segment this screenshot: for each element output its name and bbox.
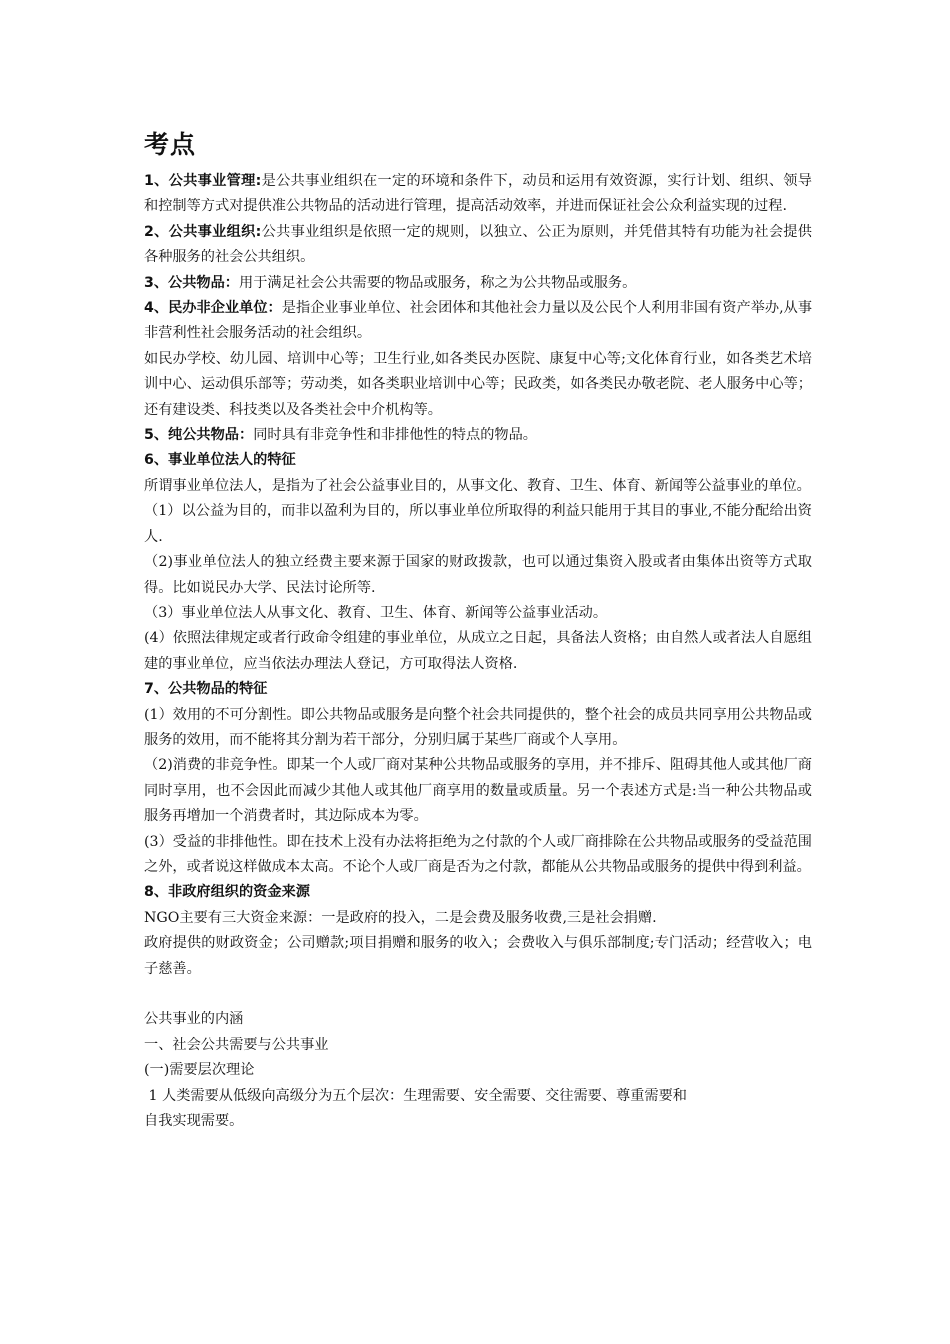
item-heading: 7、公共物品的特征 (144, 681, 268, 698)
paragraph-6-point-1 (144, 499, 812, 550)
paragraph-6-heading (144, 448, 812, 473)
item-heading: 5、纯公共物品： (144, 427, 254, 444)
paragraph-7-point-1 (144, 703, 812, 754)
item-text: 政府提供的财政资金；公司赠款;项目捐赠和服务的收入；会费收入与俱乐部制度;专门活动；经营收入；电子慈善。 (144, 935, 812, 977)
item-text: （2)事业单位法人的独立经费主要来源于国家的财政拨款，也可以通过集资入股或者由集体出资等方式取得。比如说民办大学、民法讨论所等. (144, 554, 812, 596)
item-heading: 6、事业单位法人的特征 (144, 452, 296, 469)
page-title: 考点 (144, 130, 197, 159)
subsection-heading: 一、社会公共需要与公共事业 (144, 1036, 329, 1053)
item-text: 同时具有非竞争性和非排他性的特点的物品。 (253, 427, 537, 444)
item-text: （3）事业单位法人从事文化、教育、卫生、体育、新闻等公益事业活动。 (144, 604, 608, 621)
sub-subsection-heading: (一)需要层次理论 (144, 1062, 255, 1079)
paragraph-7-heading (144, 677, 812, 702)
item-text: 如民办学校、幼儿园、培训中心等；卫生行业,如各类民办医院、康复中心等;文化体育行业，如各类艺术培训中心、运动俱乐部等；劳动类，如各类职业培训中心等；民政类，如各类民办敬老院、老人服务中心等；还有建设类、科技类以及各类社会中介机构等。 (144, 350, 812, 418)
paragraph-7-point-2 (144, 753, 812, 829)
paragraph-8-heading (144, 880, 812, 905)
item-text: NGO主要有三大资金来源：一是政府的投入，二是会费及服务收费,三是社会捐赠. (144, 909, 657, 926)
item-heading: 4、民办非企业单位： (144, 300, 282, 317)
item-heading: 8、非政府组织的资金来源 (144, 884, 310, 901)
paragraph-1 (144, 169, 812, 220)
paragraph-2 (144, 220, 812, 271)
item-heading: 3、公共物品： (144, 274, 239, 291)
paragraph-4 (144, 296, 812, 347)
paragraph-6-definition (144, 474, 812, 499)
item-text: 用于满足社会公共需要的物品或服务，称之为公共物品或服务。 (239, 274, 637, 291)
item-text: （2)消费的非竞争性。即某一个人或厂商对某种公共物品或服务的享用，并不排斥、阻碍其他人或其他厂商同时享用，也不会因此而减少其他人或其他厂商享用的数量或质量。另一个表述方式是:当一种公共物品或服务再增加一个消费者时，其边际成本为零。 (144, 757, 812, 825)
paragraph-6-point-4 (144, 626, 812, 677)
document-body (144, 128, 812, 1134)
paragraph-4-examples (144, 347, 812, 423)
item-text: (1）效用的不可分割性。即公共物品或服务是向整个社会共同提供的，整个社会的成员共同享用公共物品或服务的效用，而不能将其分割为若干部分，分别归属于某些厂商或个人享用。 (144, 706, 812, 748)
item-text: 是指企业事业单位、社会团体和其他社会力量以及公民个人利用非国有资产举办,从事非营利性社会服务活动的社会组织。 (144, 300, 813, 342)
body-line: 1 人类需要从低级向高级分为五个层次：生理需要、安全需要、交往需要、尊重需要和 (144, 1087, 687, 1104)
item-heading: 2、公共事业组织: (144, 223, 262, 240)
paragraph-3 (144, 271, 812, 296)
body-line: 自我实现需要。 (144, 1113, 244, 1130)
item-text: （1）以公益为目的，而非以盈利为目的，所以事业单位所取得的利益只能用于其目的事业,不能分配给出资人. (144, 503, 812, 545)
paragraph-8-details (144, 931, 812, 982)
paragraph-5 (144, 423, 812, 448)
paragraph-7-point-3 (144, 830, 812, 881)
item-text: 公共事业组织是依照一定的规则，以独立、公正为原则，并凭借其特有功能为社会提供各种服务的社会公共组织。 (144, 223, 812, 266)
blank-line (144, 982, 812, 1007)
paragraph-6-point-2 (144, 550, 812, 601)
item-heading: 1、公共事业管理: (144, 173, 262, 189)
paragraph-8-sources (144, 906, 812, 931)
item-text: (4）依照法律规定或者行政命令组建的事业单位，从成立之日起，具备法人资格；由自然人或者法人自愿组建的事业单位，应当依法办理法人登记，方可取得法人资格. (144, 630, 812, 672)
item-text: 所谓事业单位法人，是指为了社会公益事业目的，从事文化、教育、卫生、体育、新闻等公益事业的单位。 (144, 477, 811, 494)
section-heading: 公共事业的内涵 (144, 1011, 244, 1028)
item-text: 是公共事业组织在一定的环境和条件下，动员和运用有效资源，实行计划、组织、领导和控制等方式对提供准公共物品的活动进行管理，提高活动效率，并进而保证社会公众利益实现的过程. (144, 173, 812, 215)
paragraph-6-point-3 (144, 601, 812, 626)
item-text: (3）受益的非排他性。即在技术上没有办法将拒绝为之付款的个人或厂商排除在公共物品或服务的受益范围之外，或者说这样做成本太高。不论个人或厂商是否为之付款，都能从公共物品或服务的提供中得到利益。 (144, 833, 812, 875)
